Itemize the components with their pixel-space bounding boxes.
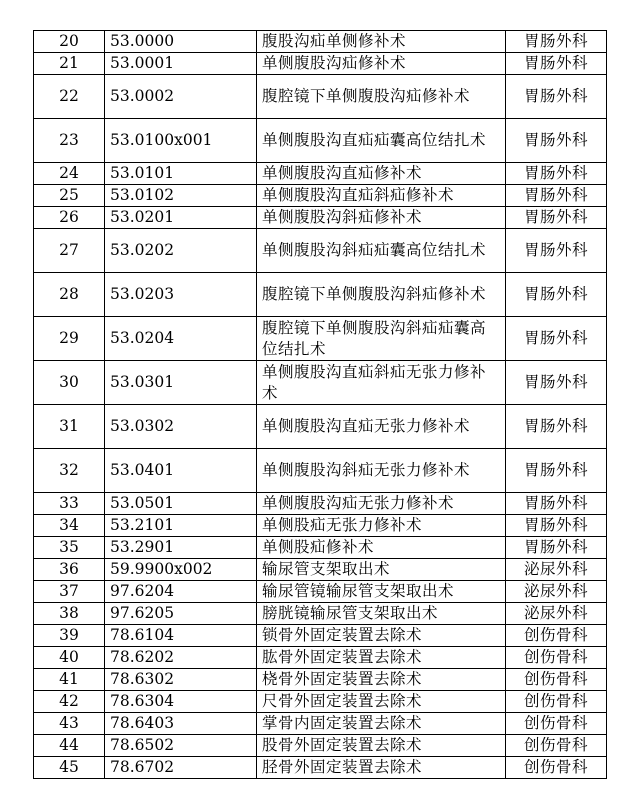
row-number-cell: 28 bbox=[34, 273, 105, 317]
procedure-name-cell: 桡骨外固定装置去除术 bbox=[257, 669, 506, 691]
row-number-cell: 21 bbox=[34, 53, 105, 75]
row-number-cell: 40 bbox=[34, 647, 105, 669]
department-cell: 胃肠外科 bbox=[506, 493, 607, 515]
procedure-name-cell: 锁骨外固定装置去除术 bbox=[257, 625, 506, 647]
department-cell: 泌尿外科 bbox=[506, 559, 607, 581]
department-cell: 创伤骨科 bbox=[506, 735, 607, 757]
procedure-code-cell: 53.0101 bbox=[105, 163, 257, 185]
row-number-cell: 26 bbox=[34, 207, 105, 229]
row-number-cell: 30 bbox=[34, 361, 105, 405]
table-row bbox=[34, 581, 607, 603]
row-number-cell: 25 bbox=[34, 185, 105, 207]
department-cell: 创伤骨科 bbox=[506, 713, 607, 735]
department-cell: 胃肠外科 bbox=[506, 185, 607, 207]
procedure-code-cell: 97.6204 bbox=[105, 581, 257, 603]
table-row bbox=[34, 669, 607, 691]
department-cell: 胃肠外科 bbox=[506, 119, 607, 163]
row-number-cell: 33 bbox=[34, 493, 105, 515]
row-number-cell: 44 bbox=[34, 735, 105, 757]
table-row bbox=[34, 713, 607, 735]
table-row bbox=[34, 119, 607, 163]
table-row bbox=[34, 735, 607, 757]
procedure-name-cell: 胫骨外固定装置去除术 bbox=[257, 757, 506, 779]
procedure-code-cell: 53.0100x001 bbox=[105, 119, 257, 163]
procedure-code-cell: 53.0501 bbox=[105, 493, 257, 515]
procedure-name-cell: 单侧腹股沟直疝疝囊高位结扎术 bbox=[257, 119, 506, 163]
row-number-cell: 29 bbox=[34, 317, 105, 361]
table-row bbox=[34, 493, 607, 515]
procedure-name-cell: 单侧腹股沟疝无张力修补术 bbox=[257, 493, 506, 515]
table-row bbox=[34, 647, 607, 669]
row-number-cell: 43 bbox=[34, 713, 105, 735]
row-number-cell: 41 bbox=[34, 669, 105, 691]
procedure-name-cell: 单侧腹股沟直疝斜疝修补术 bbox=[257, 185, 506, 207]
procedure-code-cell: 53.0204 bbox=[105, 317, 257, 361]
procedure-code-cell: 97.6205 bbox=[105, 603, 257, 625]
department-cell: 胃肠外科 bbox=[506, 207, 607, 229]
procedure-code-cell: 78.6304 bbox=[105, 691, 257, 713]
department-cell: 胃肠外科 bbox=[506, 515, 607, 537]
procedure-name-cell: 腹腔镜下单侧腹股沟斜疝修补术 bbox=[257, 273, 506, 317]
table-row bbox=[34, 163, 607, 185]
procedure-name-cell: 单侧腹股沟直疝无张力修补术 bbox=[257, 405, 506, 449]
department-cell: 胃肠外科 bbox=[506, 229, 607, 273]
procedure-code-cell: 53.0102 bbox=[105, 185, 257, 207]
table-row bbox=[34, 757, 607, 779]
table-row bbox=[34, 691, 607, 713]
table-row bbox=[34, 449, 607, 493]
procedure-name-cell: 单侧腹股沟直疝斜疝无张力修补术 bbox=[257, 361, 506, 405]
procedure-name-cell: 膀胱镜输尿管支架取出术 bbox=[257, 603, 506, 625]
procedure-name-cell: 腹腔镜下单侧腹股沟斜疝疝囊高位结扎术 bbox=[257, 317, 506, 361]
procedure-code-cell: 78.6202 bbox=[105, 647, 257, 669]
table-row bbox=[34, 229, 607, 273]
row-number-cell: 32 bbox=[34, 449, 105, 493]
table-row bbox=[34, 185, 607, 207]
table-row bbox=[34, 53, 607, 75]
procedure-code-cell: 59.9900x002 bbox=[105, 559, 257, 581]
department-cell: 胃肠外科 bbox=[506, 273, 607, 317]
table-row bbox=[34, 515, 607, 537]
procedure-name-cell: 输尿管镜输尿管支架取出术 bbox=[257, 581, 506, 603]
row-number-cell: 45 bbox=[34, 757, 105, 779]
procedure-code-cell: 78.6302 bbox=[105, 669, 257, 691]
procedure-name-cell: 腹股沟疝单侧修补术 bbox=[257, 31, 506, 53]
table-row bbox=[34, 559, 607, 581]
table-row bbox=[34, 537, 607, 559]
procedure-code-cell: 53.0203 bbox=[105, 273, 257, 317]
procedure-code-cell: 53.0001 bbox=[105, 53, 257, 75]
table-row bbox=[34, 603, 607, 625]
procedure-name-cell: 肱骨外固定装置去除术 bbox=[257, 647, 506, 669]
procedure-code-cell: 78.6104 bbox=[105, 625, 257, 647]
table-row bbox=[34, 207, 607, 229]
procedure-name-cell: 股骨外固定装置去除术 bbox=[257, 735, 506, 757]
procedure-name-cell: 腹腔镜下单侧腹股沟疝修补术 bbox=[257, 75, 506, 119]
procedure-name-cell: 单侧腹股沟斜疝修补术 bbox=[257, 207, 506, 229]
procedure-code-cell: 78.6403 bbox=[105, 713, 257, 735]
procedure-name-cell: 输尿管支架取出术 bbox=[257, 559, 506, 581]
procedure-name-cell: 单侧腹股沟直疝修补术 bbox=[257, 163, 506, 185]
table-row bbox=[34, 273, 607, 317]
department-cell: 创伤骨科 bbox=[506, 669, 607, 691]
table-row bbox=[34, 31, 607, 53]
procedure-code-cell: 53.2901 bbox=[105, 537, 257, 559]
procedure-name-cell: 单侧股疝无张力修补术 bbox=[257, 515, 506, 537]
procedure-code-cell: 53.0301 bbox=[105, 361, 257, 405]
department-cell: 胃肠外科 bbox=[506, 537, 607, 559]
row-number-cell: 23 bbox=[34, 119, 105, 163]
procedure-code-cell: 78.6702 bbox=[105, 757, 257, 779]
row-number-cell: 38 bbox=[34, 603, 105, 625]
procedure-code-cell: 53.0201 bbox=[105, 207, 257, 229]
procedure-name-cell: 尺骨外固定装置去除术 bbox=[257, 691, 506, 713]
procedure-code-cell: 53.0002 bbox=[105, 75, 257, 119]
row-number-cell: 36 bbox=[34, 559, 105, 581]
row-number-cell: 35 bbox=[34, 537, 105, 559]
table-row bbox=[34, 75, 607, 119]
procedure-code-cell: 53.0000 bbox=[105, 31, 257, 53]
procedure-name-cell: 掌骨内固定装置去除术 bbox=[257, 713, 506, 735]
department-cell: 胃肠外科 bbox=[506, 361, 607, 405]
department-cell: 创伤骨科 bbox=[506, 647, 607, 669]
department-cell: 胃肠外科 bbox=[506, 53, 607, 75]
procedure-name-cell: 单侧腹股沟斜疝无张力修补术 bbox=[257, 449, 506, 493]
row-number-cell: 31 bbox=[34, 405, 105, 449]
row-number-cell: 34 bbox=[34, 515, 105, 537]
department-cell: 胃肠外科 bbox=[506, 31, 607, 53]
row-number-cell: 27 bbox=[34, 229, 105, 273]
procedure-name-cell: 单侧股疝修补术 bbox=[257, 537, 506, 559]
procedure-table bbox=[33, 30, 607, 779]
department-cell: 胃肠外科 bbox=[506, 405, 607, 449]
row-number-cell: 42 bbox=[34, 691, 105, 713]
procedure-table-body bbox=[34, 31, 607, 779]
department-cell: 创伤骨科 bbox=[506, 757, 607, 779]
row-number-cell: 22 bbox=[34, 75, 105, 119]
row-number-cell: 20 bbox=[34, 31, 105, 53]
procedure-code-cell: 53.0202 bbox=[105, 229, 257, 273]
department-cell: 创伤骨科 bbox=[506, 691, 607, 713]
row-number-cell: 39 bbox=[34, 625, 105, 647]
procedure-code-cell: 53.2101 bbox=[105, 515, 257, 537]
department-cell: 胃肠外科 bbox=[506, 449, 607, 493]
row-number-cell: 24 bbox=[34, 163, 105, 185]
department-cell: 胃肠外科 bbox=[506, 163, 607, 185]
row-number-cell: 37 bbox=[34, 581, 105, 603]
table-row bbox=[34, 405, 607, 449]
procedure-code-cell: 78.6502 bbox=[105, 735, 257, 757]
department-cell: 胃肠外科 bbox=[506, 317, 607, 361]
procedure-code-cell: 53.0302 bbox=[105, 405, 257, 449]
table-row bbox=[34, 625, 607, 647]
table-row bbox=[34, 317, 607, 361]
table-row bbox=[34, 361, 607, 405]
procedure-name-cell: 单侧腹股沟疝修补术 bbox=[257, 53, 506, 75]
department-cell: 胃肠外科 bbox=[506, 75, 607, 119]
procedure-name-cell: 单侧腹股沟斜疝疝囊高位结扎术 bbox=[257, 229, 506, 273]
department-cell: 创伤骨科 bbox=[506, 625, 607, 647]
procedure-code-cell: 53.0401 bbox=[105, 449, 257, 493]
department-cell: 泌尿外科 bbox=[506, 603, 607, 625]
department-cell: 泌尿外科 bbox=[506, 581, 607, 603]
